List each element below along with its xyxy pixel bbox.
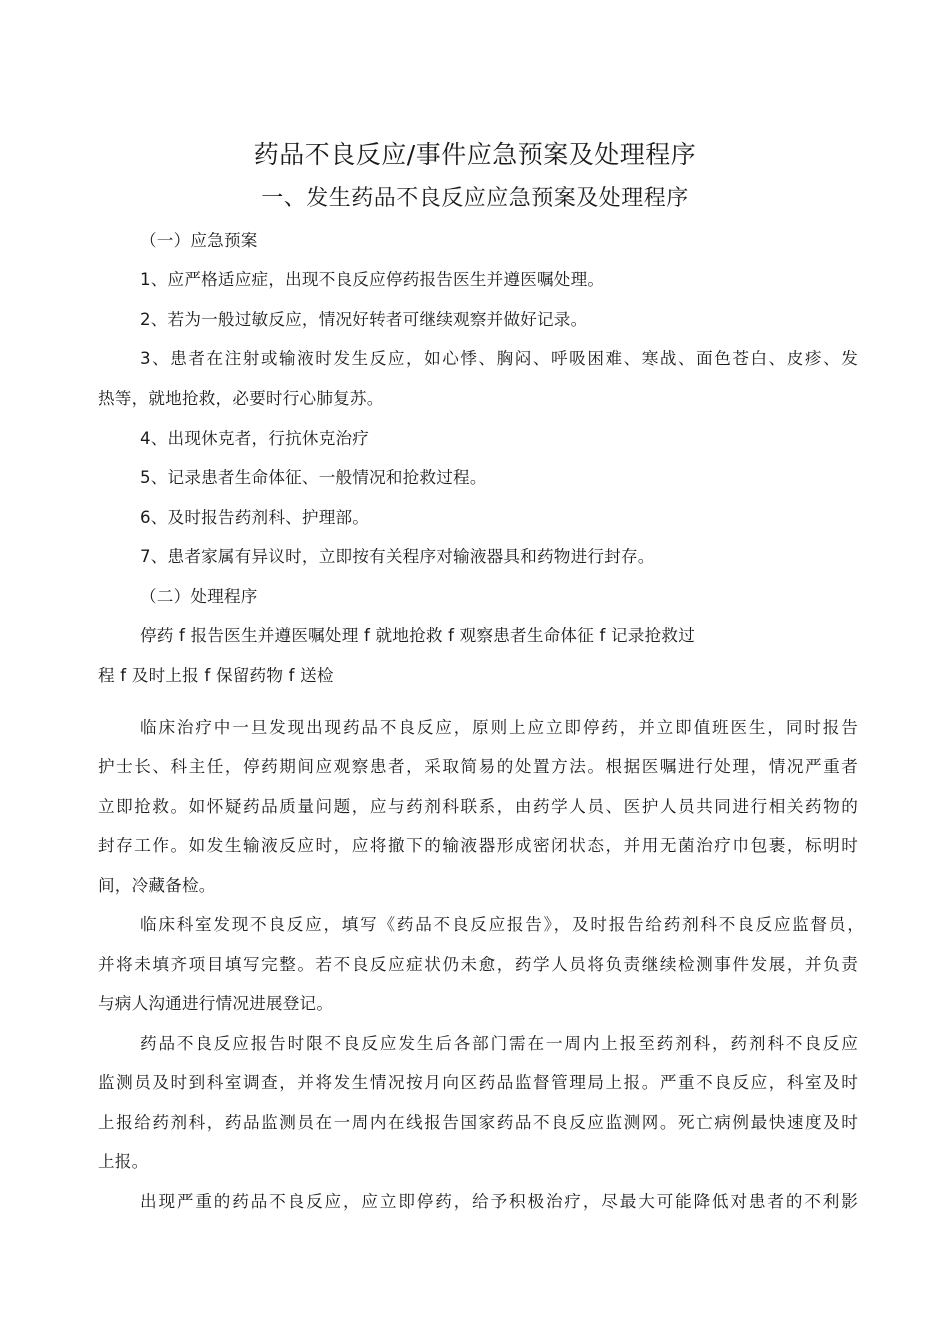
plan-item-continued: 热等，就地抢救，必要时行心肺复苏。 — [98, 389, 384, 408]
procedure-flow-line: 程 f 及时上报 f 保留药物 f 送检 — [98, 666, 334, 685]
plan-item: 7、患者家属有异议时，立即按有关程序对输液器具和药物进行封存。 — [140, 547, 655, 566]
subsection-heading-procedure: （二）处理程序 — [140, 587, 258, 606]
paragraph-line: 封存工作。如发生输液反应时，应将撤下的输液器形成密闭状态，并用无菌治疗巾包裹，标明时 — [98, 836, 858, 855]
procedure-flow-line: 停药 f 报告医生并遵医嘱处理 f 就地抢救 f 观察患者生命体征 f 记录抢救过 — [140, 626, 695, 645]
paragraph-line: 出现严重的药品不良反应，应立即停药，给予积极治疗，尽最大可能降低对患者的不利影 — [140, 1192, 858, 1211]
paragraph-line: 上报给药剂科，药品监测员在一周内在线报告国家药品不良反应监测网。死亡病例最快速度及时 — [98, 1113, 858, 1132]
plan-item: 6、及时报告药剂科、护理部。 — [140, 508, 370, 527]
paragraph-line: 与病人沟通进行情况进展登记。 — [98, 994, 334, 1013]
plan-item: 1、应严格适应症，出现不良反应停药报告医生并遵医嘱处理。 — [140, 270, 605, 289]
paragraph-line: 监测员及时到科室调查，并将发生情况按月向区药品监督管理局上报。严重不良反应，科室及时 — [98, 1073, 858, 1092]
plan-item: 3、患者在注射或输液时发生反应，如心悸、胸闷、呼吸困难、寒战、面色苍白、皮疹、发 — [140, 349, 858, 368]
plan-item: 4、出现休克者，行抗休克治疗 — [140, 429, 370, 448]
subsection-heading-plan: （一）应急预案 — [140, 231, 258, 250]
plan-item: 2、若为一般过敏反应，情况好转者可继续观察并做好记录。 — [140, 310, 588, 329]
paragraph-line: 护士长、科主任，停药期间应观察患者，采取简易的处置方法。根据医嘱进行处理，情况严重者 — [98, 757, 858, 776]
plan-item: 5、记录患者生命体征、一般情况和抢救过程。 — [140, 468, 487, 487]
document-title: 药品不良反应/事件应急预案及处理程序 — [253, 140, 697, 169]
section-heading: 一、发生药品不良反应应急预案及处理程序 — [261, 186, 689, 211]
paragraph-line: 上报。 — [98, 1152, 149, 1171]
paragraph-line: 临床治疗中一旦发现出现药品不良反应，原则上应立即停药，并立即值班医生，同时报告 — [140, 718, 858, 737]
paragraph-line: 临床科室发现不良反应，填写《药品不良反应报告》，及时报告给药剂科不良反应监督员， — [140, 915, 864, 934]
paragraph-line: 并将未填齐项目填写完整。若不良反应症状仍未愈，药学人员将负责继续检测事件发展，并负责 — [98, 955, 858, 974]
paragraph-line: 间，冷藏备检。 — [98, 876, 216, 895]
paragraph-line: 药品不良反应报告时限不良反应发生后各部门需在一周内上报至药剂科，药剂科不良反应 — [140, 1034, 858, 1053]
paragraph-line: 立即抢救。如怀疑药品质量问题，应与药剂科联系，由药学人员、医护人员共同进行相关药物的 — [98, 797, 858, 816]
